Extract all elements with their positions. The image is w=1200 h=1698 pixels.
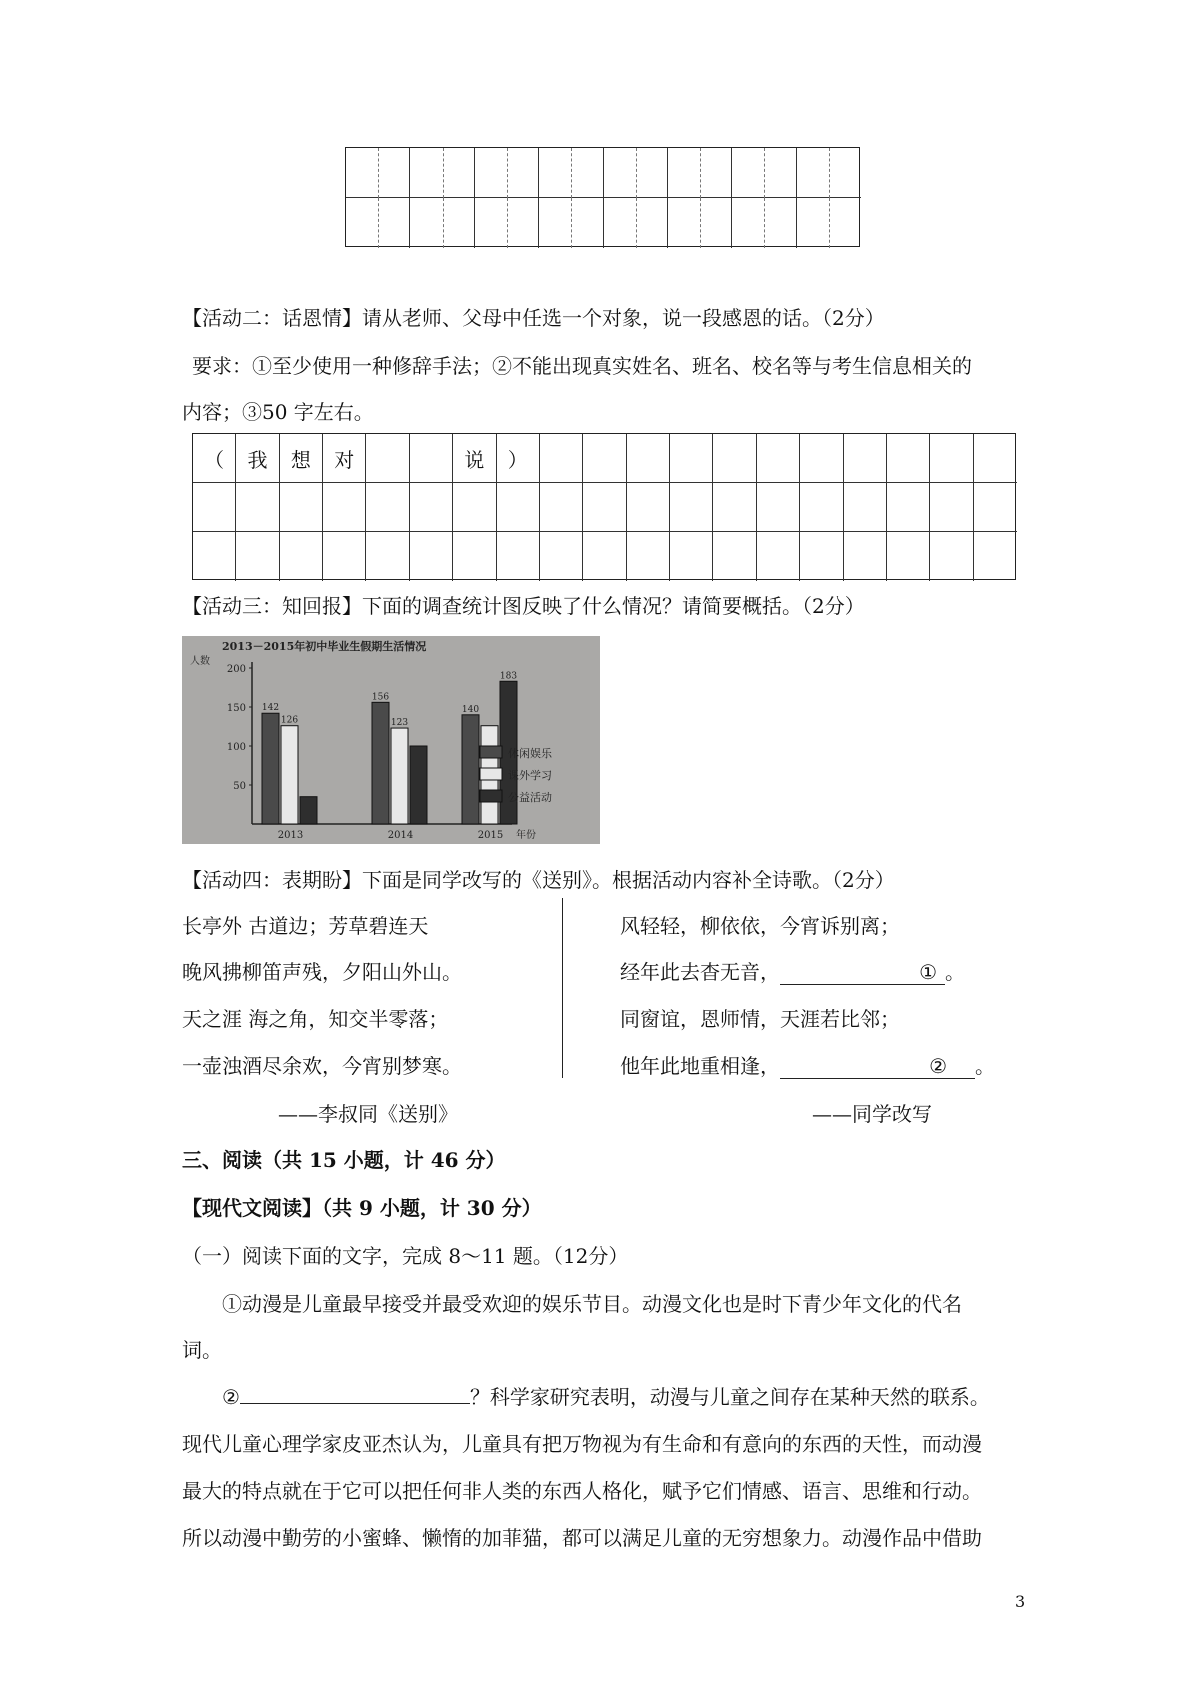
answer-grid-cell[interactable] (236, 532, 279, 581)
writing-grid-top (345, 147, 860, 247)
chart-legend-swatch (480, 746, 502, 758)
chart-legend-label: 课外学习 (508, 769, 552, 782)
para1-line1: ①动漫是儿童最早接受并最受欢迎的娱乐节目。动漫文化也是时下青少年文化的代名 (222, 1292, 962, 1316)
poem-divider (562, 898, 563, 1078)
chart-legend-swatch (480, 768, 502, 780)
grid-cell[interactable] (539, 198, 603, 248)
answer-grid-cell[interactable] (757, 434, 800, 483)
answer-grid-cell[interactable] (583, 532, 626, 581)
para1-line2: 词。 (182, 1338, 222, 1362)
grid-cell-guide (443, 198, 444, 248)
grid-cell[interactable] (668, 148, 732, 198)
chart-x-tick-label: 2015 (477, 830, 504, 841)
activity2-heading: 【活动二：话恩情】请从老师、父母中任选一个对象，说一段感恩的话。（2分） (182, 306, 885, 330)
poem-left-line2: 晚风拂柳笛声残，夕阳山外山。 (182, 960, 462, 984)
grid-cell-guide (378, 198, 379, 248)
grid-cell[interactable] (475, 198, 539, 248)
grid-cell-guide (636, 198, 637, 248)
grid-cell-guide (764, 148, 765, 198)
answer-grid-cell[interactable] (627, 532, 670, 581)
para2-blank[interactable] (240, 1403, 470, 1404)
answer-grid-cell[interactable] (844, 434, 887, 483)
grid-cell-guide (443, 148, 444, 198)
answer-grid-cell[interactable] (670, 532, 713, 581)
answer-grid-cell[interactable] (323, 483, 366, 532)
para2-rest: ？科学家研究表明，动漫与儿童之间存在某种天然的联系。 (469, 1385, 990, 1409)
poem-right-line2-suffix: 。 (945, 960, 965, 984)
chart-ylabel: 人数 (190, 656, 210, 667)
chart-xlabel: 年份 (516, 830, 536, 841)
poem-left-line3: 天之涯 海之角，知交半零落； (182, 1007, 449, 1031)
survey-chart-svg (182, 636, 600, 844)
chart-data-label: 183 (499, 671, 518, 682)
page-number: 3 (1015, 1592, 1026, 1611)
poem-right-source: ——同学改写 (812, 1102, 932, 1126)
grid-cell[interactable] (797, 198, 861, 248)
answer-grid-cell[interactable] (627, 483, 670, 532)
grid-cell-guide (378, 148, 379, 198)
answer-grid-cell[interactable] (930, 434, 973, 483)
answer-grid-cell[interactable]: 对 (323, 434, 366, 483)
answer-grid-cell[interactable] (453, 483, 496, 532)
para2-line3: 最大的特点就在于它可以把任何非人类的东西人格化，赋予它们情感、语言、思维和行动。 (182, 1479, 982, 1503)
grid-cell[interactable] (346, 148, 410, 198)
grid-cell[interactable] (410, 148, 474, 198)
chart-bar (372, 702, 389, 824)
answer-grid-cell[interactable] (757, 483, 800, 532)
grid-cell-guide (764, 198, 765, 248)
grid-cell-guide (829, 148, 830, 198)
answer-grid-cell[interactable] (497, 532, 540, 581)
answer-grid-cell[interactable] (887, 483, 930, 532)
grid-cell-guide (571, 148, 572, 198)
para2-num: ② (222, 1385, 240, 1409)
answer-grid-cell[interactable] (974, 483, 1017, 532)
grid-cell-guide (700, 148, 701, 198)
grid-cell-guide (507, 148, 508, 198)
answer-grid-cell[interactable] (540, 483, 583, 532)
answer-grid-cell[interactable] (366, 434, 409, 483)
answer-grid-cell[interactable] (193, 532, 236, 581)
answer-grid-cell[interactable] (410, 483, 453, 532)
answer-grid-cell[interactable] (670, 483, 713, 532)
answer-grid-cell[interactable] (844, 532, 887, 581)
chart-data-label: 126 (280, 715, 299, 726)
answer-grid-cell[interactable] (800, 483, 843, 532)
answer-grid-cell[interactable]: 我 (236, 434, 279, 483)
para2-line1 (222, 1381, 990, 1410)
chart-data-label: 156 (371, 692, 390, 703)
chart-data-label: 140 (461, 704, 480, 715)
answer-grid-cell[interactable] (540, 532, 583, 581)
chart-bar (391, 728, 408, 824)
section3-heading: 三、阅读（共 15 小题，计 46 分） (182, 1148, 506, 1172)
answer-grid-cell[interactable] (930, 483, 973, 532)
poem-left-line4: 一壶浊酒尽余欢，今宵别梦寒。 (182, 1054, 462, 1078)
poem-blank-2[interactable] (780, 1054, 975, 1079)
grid-cell[interactable] (539, 148, 603, 198)
chart-x-tick-label: 2014 (387, 830, 414, 841)
activity4-heading: 【活动四：表期盼】下面是同学改写的《送别》。根据活动内容补全诗歌。（2分） (182, 868, 895, 892)
answer-grid-cell[interactable] (540, 434, 583, 483)
grid-cell[interactable] (604, 198, 668, 248)
answer-grid-cell[interactable] (930, 532, 973, 581)
poem-blank-1[interactable] (780, 960, 945, 985)
activity2-req-line1: 要求：①至少使用一种修辞手法；②不能出现真实姓名、班名、校名等与考生信息相关的 (192, 354, 972, 378)
chart-x-tick-label: 2013 (277, 830, 304, 841)
answer-grid-cell[interactable] (497, 483, 540, 532)
chart-bar (462, 715, 479, 824)
chart-bar (262, 713, 279, 824)
answer-grid-cell[interactable]: ） (497, 434, 540, 483)
grid-cell[interactable] (604, 148, 668, 198)
answer-grid-cell[interactable] (280, 532, 323, 581)
writing-grid-activity2[interactable] (192, 433, 1016, 580)
grid-cell-guide (700, 198, 701, 248)
chart-data-label: 142 (261, 703, 280, 714)
blank1-mark: ① (919, 960, 937, 984)
grid-cell-guide (636, 148, 637, 198)
answer-grid-cell[interactable] (887, 532, 930, 581)
answer-grid-cell[interactable] (410, 434, 453, 483)
answer-grid-cell[interactable] (236, 483, 279, 532)
answer-grid-cell[interactable] (280, 483, 323, 532)
answer-grid-cell[interactable] (670, 434, 713, 483)
grid-cell-guide (571, 198, 572, 248)
chart-legend-swatch (480, 790, 502, 802)
chart-y-tick-label: 100 (226, 742, 246, 753)
part1-heading: （一）阅读下面的文字，完成 8～11 题。（12分） (182, 1244, 629, 1268)
modern-reading-heading: 【现代文阅读】（共 9 小题，计 30 分） (182, 1196, 542, 1220)
grid-cell-guide (507, 198, 508, 248)
answer-grid-cell[interactable] (627, 434, 670, 483)
grid-cell[interactable] (346, 198, 410, 248)
answer-grid-cell[interactable] (713, 434, 756, 483)
chart-y-tick-label: 200 (226, 664, 246, 675)
chart-bar (281, 726, 298, 824)
answer-grid-cell[interactable] (800, 434, 843, 483)
grid-cell[interactable] (475, 148, 539, 198)
answer-grid-cell[interactable] (193, 483, 236, 532)
answer-grid-cell[interactable] (713, 483, 756, 532)
grid-cell-guide (829, 198, 830, 248)
chart-y-tick-label: 50 (233, 781, 246, 792)
answer-grid-cell[interactable] (713, 532, 756, 581)
poem-right-line3: 同窗谊，恩师情，天涯若比邻； (620, 1007, 900, 1031)
poem-right-line4-prefix: 他年此地重相逢， (620, 1054, 780, 1078)
poem-right-line2-prefix: 经年此去杳无音， (620, 960, 780, 984)
grid-cell[interactable] (732, 148, 796, 198)
answer-grid-cell[interactable] (366, 532, 409, 581)
answer-grid-cell[interactable] (366, 483, 409, 532)
activity2-req-line2: 内容；③50 字左右。 (182, 400, 374, 424)
answer-grid-cell[interactable] (410, 532, 453, 581)
grid-cell[interactable] (797, 148, 861, 198)
answer-grid-cell[interactable] (323, 532, 366, 581)
answer-grid-cell[interactable] (583, 483, 626, 532)
poem-right-line2 (620, 956, 965, 985)
activity3-heading: 【活动三：知回报】下面的调查统计图反映了什么情况？请简要概括。（2分） (182, 594, 865, 618)
answer-grid-cell[interactable] (757, 532, 800, 581)
chart-bar (300, 797, 317, 824)
answer-grid-cell[interactable]: （ (193, 434, 236, 483)
para2-line4: 所以动漫中勤劳的小蜜蜂、懒惰的加菲猫，都可以满足儿童的无穷想象力。动漫作品中借助 (182, 1526, 982, 1550)
answer-grid-cell[interactable] (887, 434, 930, 483)
survey-chart (182, 636, 600, 844)
chart-data-label: 123 (390, 718, 409, 729)
answer-grid-cell[interactable]: 说 (453, 434, 496, 483)
chart-legend-label: 公益活动 (508, 791, 552, 804)
answer-grid-cell[interactable] (453, 532, 496, 581)
answer-grid-cell[interactable] (844, 483, 887, 532)
chart-title: 2013－2015年初中毕业生假期生活情况 (222, 640, 427, 653)
blank2-mark: ② (929, 1054, 947, 1078)
answer-grid-cell[interactable] (583, 434, 626, 483)
chart-bar (410, 746, 427, 824)
grid-cell[interactable] (732, 198, 796, 248)
grid-cell[interactable] (410, 198, 474, 248)
answer-grid-cell[interactable] (800, 532, 843, 581)
poem-left-line1: 长亭外 古道边；芳草碧连天 (182, 914, 429, 938)
chart-y-tick-label: 150 (226, 703, 246, 714)
poem-right-line4 (620, 1050, 995, 1079)
answer-grid-cell[interactable] (974, 434, 1017, 483)
poem-right-line4-suffix: 。 (975, 1054, 995, 1078)
para2-line2: 现代儿童心理学家皮亚杰认为，儿童具有把万物视为有生命和有意向的东西的天性，而动漫 (182, 1432, 982, 1456)
poem-left-source: ——李叔同《送别》 (278, 1102, 458, 1126)
answer-grid-cell[interactable] (974, 532, 1017, 581)
answer-grid-cell[interactable]: 想 (280, 434, 323, 483)
grid-cell[interactable] (668, 198, 732, 248)
chart-legend-label: 休闲娱乐 (508, 747, 552, 760)
poem-right-line1: 风轻轻，柳依依，今宵诉别离； (620, 914, 900, 938)
